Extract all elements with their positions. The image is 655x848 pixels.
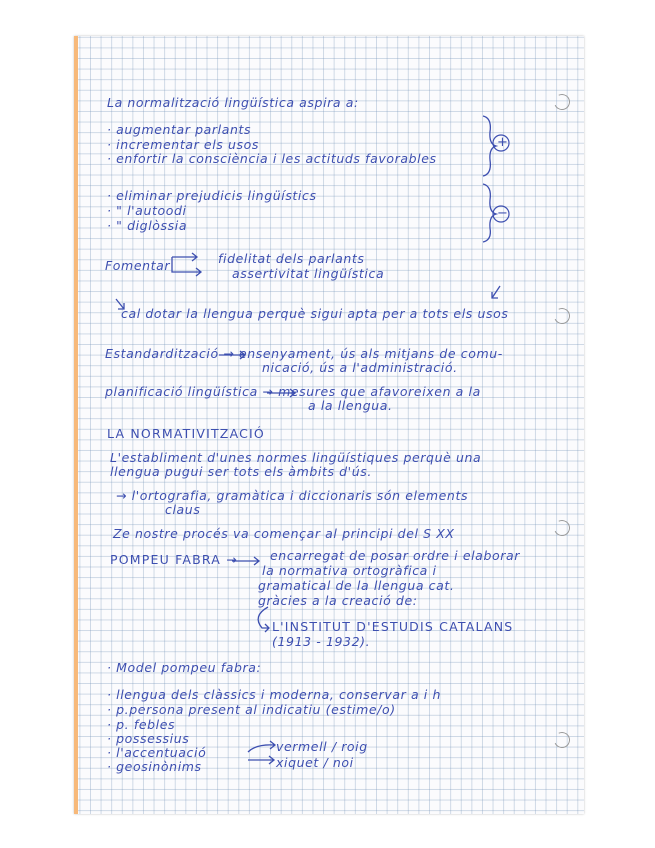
line-establiment-cont: llengua pugui ser tots els àmbits d'ús. xyxy=(110,464,372,479)
line-planificacio: planificació lingüística → mesures que afavoreixen a la xyxy=(105,384,481,399)
label-pompeu-fabra: POMPEU FABRA → xyxy=(110,552,238,567)
institut-years: (1913 - 1932). xyxy=(272,634,371,649)
line-establiment: L'establiment d'unes normes lingüístiques perquè una xyxy=(110,450,482,465)
curved-arrow-institut-icon xyxy=(258,607,269,632)
model-persona-present: · p.persona present al indicatiu (estime/o) xyxy=(107,702,396,717)
heading-normalitzacio: La normalització lingüística aspira a: xyxy=(107,95,359,110)
model-geosinonims: · geosinònims xyxy=(107,759,202,774)
bullet-incrementar: · incrementar els usos xyxy=(107,137,259,152)
bullet-diglossia: · " diglòssia xyxy=(107,218,188,233)
fabra-encarregat: encarregat de posar ordre i elaborar xyxy=(270,548,520,563)
line-estandarditzacio-cont: nicació, ús a l'administració. xyxy=(262,360,458,375)
arrow-planificacio-icon xyxy=(267,389,295,397)
model-accentuacio: · l'accentuació xyxy=(107,745,207,760)
fabra-gramatical: gramatical de la llengua cat. xyxy=(258,578,455,593)
model-llengua-classics: · llengua dels clàssics i moderna, conservar a i h xyxy=(107,687,441,702)
hook-arrow-vermell-icon xyxy=(248,741,275,752)
minus-sign: − xyxy=(497,206,509,221)
fabra-gracies: gràcies a la creació de: xyxy=(258,593,418,608)
heading-model-fabra: · Model pompeu fabra: xyxy=(107,660,262,675)
label-fomentar: Fomentar xyxy=(105,258,171,273)
fomentar-fidelitat: fidelitat dels parlants xyxy=(218,251,365,266)
line-claus: claus xyxy=(165,502,201,517)
line-ortografia: → l'ortografia, gramàtica i diccionaris són elements xyxy=(116,488,469,503)
line-planificacio-cont: a la llengua. xyxy=(308,398,393,413)
institut-estudis-catalans: L'INSTITUT D'ESTUDIS CATALANS xyxy=(272,619,514,634)
arrow-pompeu-fabra-icon xyxy=(232,557,259,565)
arrow-estandarditzacio-icon xyxy=(219,351,245,359)
heading-normativitzacio: LA NORMATIVITZACIÓ xyxy=(107,426,265,441)
model-xiquet-noi: xiquet / noi xyxy=(276,755,354,770)
model-vermell-roig: vermell / roig xyxy=(276,739,368,754)
fomentar-branch-arrow-icon xyxy=(172,253,201,276)
bullet-augmentar: · augmentar parlants xyxy=(107,122,252,137)
bullet-eliminar: · eliminar prejudicis lingüístics xyxy=(107,188,317,203)
line-estandarditzacio: Estandardització → ensenyament, ús als mitjans de comu- xyxy=(105,346,503,361)
diagonal-arrow-icon xyxy=(492,286,500,298)
line-cal-dotar: cal dotar la llengua perquè sigui apta per a tots els usos xyxy=(121,306,509,321)
plus-sign: + xyxy=(497,135,509,150)
model-possessius: · possessius xyxy=(107,731,190,746)
fabra-normativa: la normativa ortogràfica i xyxy=(262,563,437,578)
fomentar-assertivitat: assertivitat lingüística xyxy=(232,266,385,281)
bullet-autoodi: · " l'autoodi xyxy=(107,203,187,218)
plus-circle-icon xyxy=(493,135,509,151)
diagonal-arrow-icon xyxy=(116,299,124,309)
line-proces: Ze nostre procés va començar al principi del S XX xyxy=(113,526,455,541)
bullet-enfortir: · enfortir la consciència i les actituds favorables xyxy=(107,151,437,166)
hook-arrow-xiquet-icon xyxy=(248,756,274,764)
brace-negative xyxy=(483,184,496,242)
model-febles: · p. febles xyxy=(107,717,176,732)
